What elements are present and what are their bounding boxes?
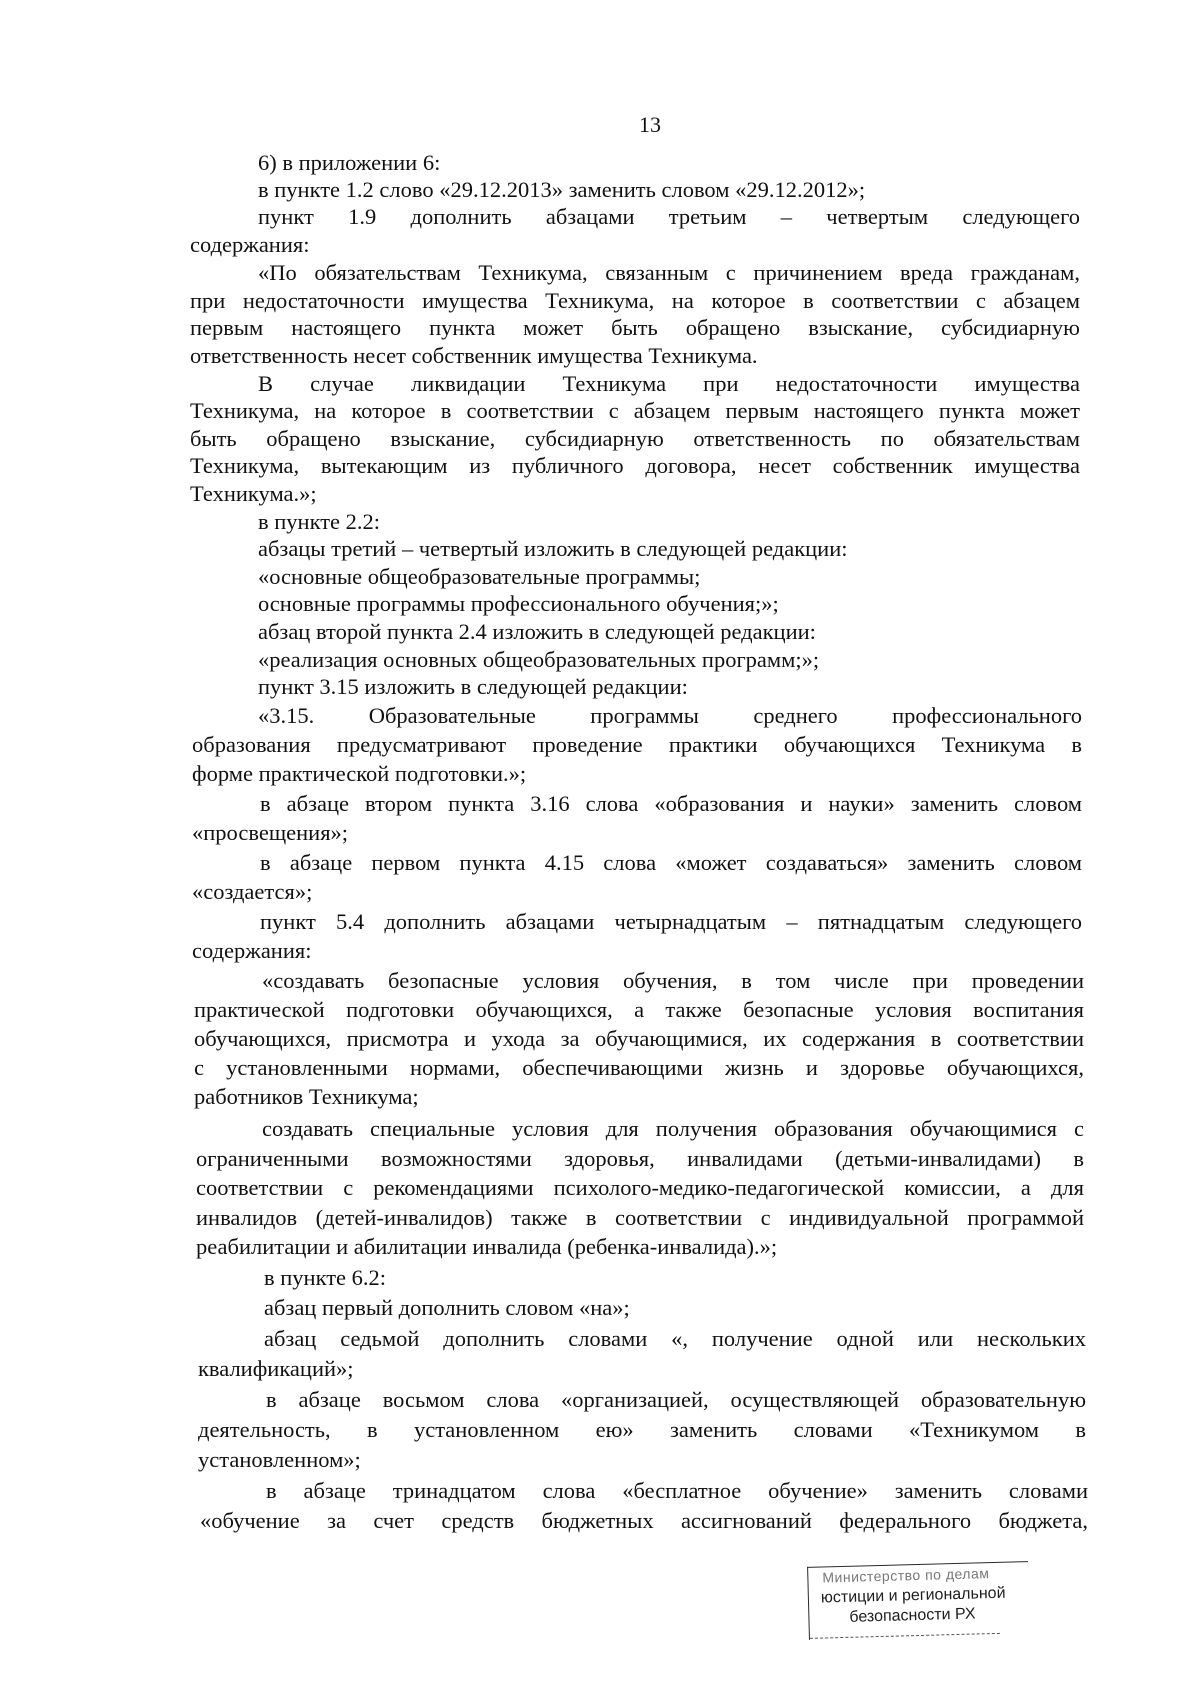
text-line: в пункте 2.2: (258, 509, 381, 534)
text-line: пункт 5.4 дополнить абзацами четырнадцатым – пятнадцатым следующего (260, 909, 1082, 934)
text-line: «По обязательствам Техникума, связанным с причинением вреда гражданам, (258, 260, 1080, 285)
text-line: пункт 3.15 изложить в следующей редакции: (258, 674, 688, 699)
text-line: «реализация основных общеобразовательных программ;»; (258, 647, 820, 672)
text-line: основные программы профессионального обучения;»; (258, 591, 779, 616)
text-line: создавать специальные условия для получения образования обучающимися с (262, 1116, 1084, 1141)
stamp-line-1: Министерство по делам (822, 1565, 990, 1586)
text-line: обучающихся, присмотра и ухода за обучающимися, их содержания в соответствии (194, 1026, 1084, 1051)
text-line: при недостаточности имущества Техникума, на которое в соответствии с абзацем (190, 288, 1080, 313)
text-line: в абзаце восьмом слова «организацией, осуществляющей образовательную (266, 1387, 1086, 1412)
text-line: Техникума.»; (190, 481, 317, 506)
text-line: образования предусматривают проведение практики обучающихся Техникума в (192, 732, 1082, 757)
registration-stamp (807, 1561, 1030, 1640)
text-line: в абзаце первом пункта 4.15 слова «может создаваться» заменить словом (260, 850, 1082, 875)
text-line: В случае ликвидации Техникума при недостаточности имущества (258, 371, 1080, 396)
text-line: 6) в приложении 6: (258, 150, 441, 175)
text-line: форме практической подготовки.»; (192, 761, 527, 786)
text-line: реабилитации и абилитации инвалида (ребенка-инвалида).»; (196, 1234, 778, 1259)
text-line: быть обращено взыскание, субсидиарную ответственность по обязательствам (190, 426, 1080, 451)
stamp-line-2: юстиции и региональной (820, 1584, 1006, 1607)
text-line: первым настоящего пункта может быть обращено взыскание, субсидиарную (190, 315, 1080, 340)
text-line: деятельность, в установленном ею» заменить словами «Техникумом в (198, 1417, 1086, 1442)
text-line: абзац второй пункта 2.4 изложить в следующей редакции: (258, 619, 816, 644)
text-line: Техникума, на которое в соответствии с абзацем первым настоящего пункта может (190, 398, 1080, 423)
text-line: работников Техникума; (194, 1084, 419, 1109)
text-line: в абзаце тринадцатом слова «бесплатное обучение» заменить словами (266, 1478, 1088, 1503)
text-line: Техникума, вытекающим из публичного договора, несет собственник имущества (190, 453, 1080, 478)
text-line: содержания: (190, 232, 310, 257)
text-line: «обучение за счет средств бюджетных ассигнований федерального бюджета, (200, 1508, 1088, 1533)
stamp-signature-line (810, 1633, 1000, 1639)
text-line: практической подготовки обучающихся, а также безопасные условия воспитания (194, 997, 1084, 1022)
text-line: инвалидов (детей-инвалидов) также в соответствии с индивидуальной программой (196, 1205, 1084, 1230)
text-line: в пункте 6.2: (264, 1265, 387, 1290)
text-line: соответствии с рекомендациями психолого-медико-педагогической комиссии, а для (196, 1175, 1084, 1200)
text-line: в абзаце втором пункта 3.16 слова «образования и науки» заменить словом (260, 791, 1082, 816)
text-line: «основные общеобразовательные программы; (258, 564, 701, 589)
text-line: с установленными нормами, обеспечивающими жизнь и здоровье обучающихся, (194, 1055, 1084, 1080)
text-line: «создавать безопасные условия обучения, в том числе при проведении (262, 968, 1084, 993)
text-line: абзацы третий – четвертый изложить в следующей редакции: (258, 536, 848, 561)
text-line: пункт 1.9 дополнить абзацами третьим – четвертым следующего (258, 204, 1080, 229)
text-line: ограниченными возможностями здоровья, инвалидами (детьми-инвалидами) в (196, 1146, 1084, 1171)
text-line: квалификаций»; (198, 1356, 354, 1381)
page-number: 13 (639, 112, 661, 137)
stamp-line-3: безопасности РХ (849, 1605, 976, 1626)
text-line: содержания: (192, 938, 312, 963)
text-line: «3.15. Образовательные программы среднего профессионального (258, 703, 1082, 728)
text-line: абзац первый дополнить словом «на»; (264, 1295, 630, 1320)
text-line: ответственность несет собственник имущества Техникума. (190, 343, 758, 368)
text-line: абзац седьмой дополнить словами «, получение одной или нескольких (264, 1326, 1086, 1351)
text-line: «создается»; (192, 879, 313, 904)
text-line: установленном»; (198, 1447, 361, 1472)
text-line: «просвещения»; (192, 820, 349, 845)
text-line: в пункте 1.2 слово «29.12.2013» заменить словом «29.12.2012»; (258, 177, 866, 202)
